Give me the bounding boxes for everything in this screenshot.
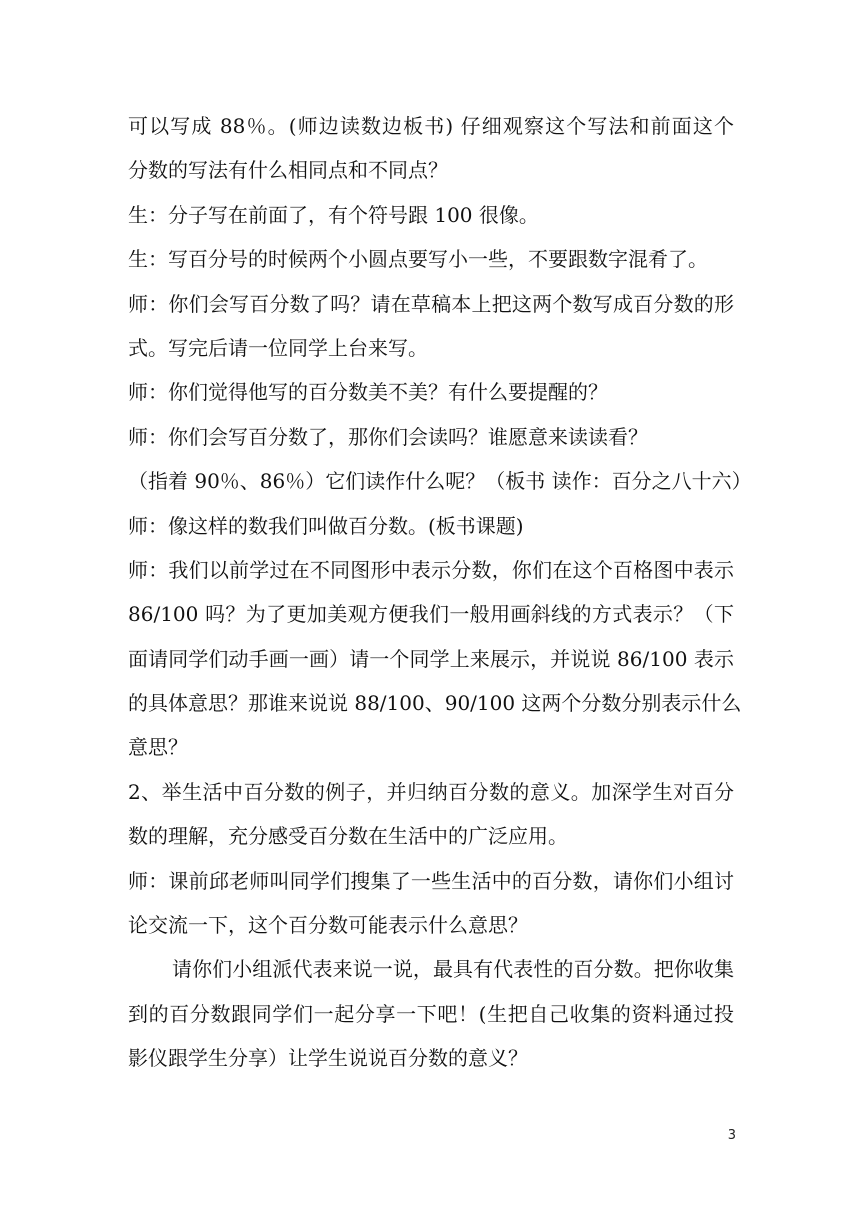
text-line-2: 分数的写法有什么相同点和不同点？ xyxy=(128,158,448,183)
text-line-5: 师：你们会写百分数了吗？请在草稿本上把这两个数写成百分数的形 xyxy=(128,291,734,316)
text-line-16: 2、举生活中百分数的例子，并归纳百分数的意义。加深学生对百分 xyxy=(128,779,734,804)
text-line-12: 86/100 吗？为了更加美观方便我们一般用画斜线的方式表示？（下 xyxy=(128,602,734,627)
text-line-14: 的具体意思？那谁来说说 88/100、90/100 这两个分数分别表示什么 xyxy=(128,691,742,716)
text-line-22: 影仪跟学生分享）让学生说说百分数的意义？ xyxy=(128,1046,528,1071)
text-line-20: 请你们小组派代表来说一说，最具有代表性的百分数。把你收集 xyxy=(172,957,734,982)
text-line-19: 论交流一下，这个百分数可能表示什么意思？ xyxy=(128,913,528,938)
body-text xyxy=(128,104,752,1081)
text-line-10: 师：像这样的数我们叫做百分数。(板书课题) xyxy=(128,513,524,538)
text-line-13: 面请同学们动手画一画）请一个同学上来展示，并说说 86/100 表示 xyxy=(128,646,734,671)
text-line-7: 师：你们觉得他写的百分数美不美？有什么要提醒的？ xyxy=(128,380,608,405)
text-line-15: 意思？ xyxy=(128,735,188,760)
text-line-6: 式。写完后请一位同学上台来写。 xyxy=(128,335,428,360)
text-line-21: 到的百分数跟同学们一起分享一下吧！(生把自己收集的资料通过投 xyxy=(128,1001,734,1026)
text-line-18: 师：课前邱老师叫同学们搜集了一些生活中的百分数，请你们小组讨 xyxy=(128,868,734,893)
text-line-9: （指着 90％、86％）它们读作什么呢？（板书 读作：百分之八十六） xyxy=(128,469,752,494)
page-number: 3 xyxy=(727,1128,736,1143)
text-line-4: 生：写百分号的时候两个小圆点要写小一些，不要跟数字混肴了。 xyxy=(128,247,708,272)
text-line-1: 可以写成 88％。(师边读数边板书) 仔细观察这个写法和前面这个 xyxy=(128,114,734,138)
text-line-11: 师：我们以前学过在不同图形中表示分数，你们在这个百格图中表示 xyxy=(128,557,734,582)
text-line-17: 数的理解，充分感受百分数在生活中的广泛应用。 xyxy=(128,824,568,849)
text-line-8: 师：你们会写百分数了，那你们会读吗？谁愿意来读读看？ xyxy=(128,424,648,449)
text-line-3: 生：分子写在前面了，有个符号跟 100 很像。 xyxy=(128,202,539,227)
